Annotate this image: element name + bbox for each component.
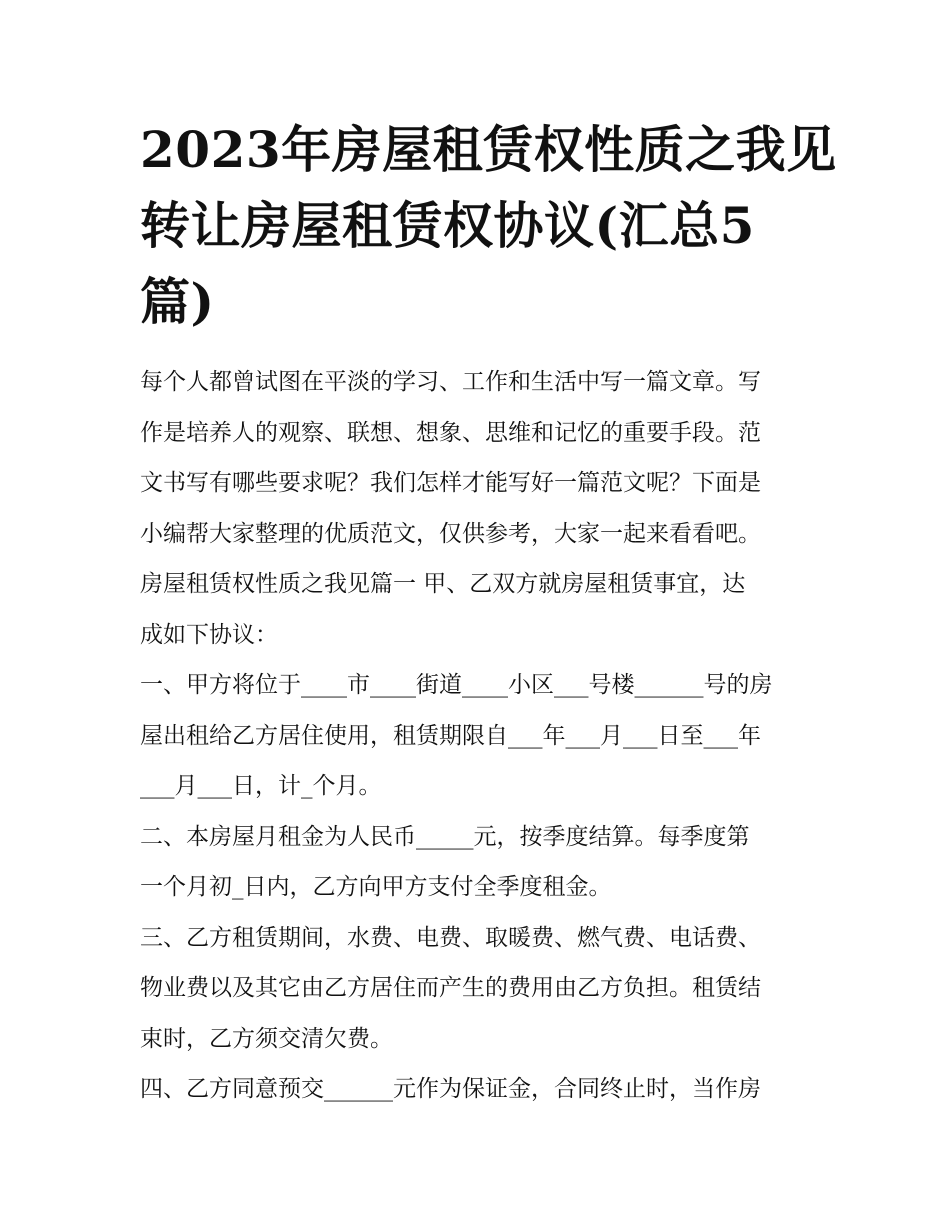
title-line-2: 转让房屋租赁权协议(汇总5 bbox=[140, 196, 755, 255]
body-line: 房屋租赁权性质之我见篇一 甲、乙双方就房屋租赁事宜，达 bbox=[140, 571, 746, 597]
body-line: ___月___日，计_个月。 bbox=[140, 773, 382, 799]
title-line-3: 篇) bbox=[140, 272, 215, 331]
body-line: 屋出租给乙方居住使用，租赁期限自___年___月___日至___年 bbox=[140, 722, 761, 749]
body-line: 每个人都曾试图在平淡的学习、工作和生活中写一篇文章。写 bbox=[140, 369, 761, 395]
document-title bbox=[140, 112, 837, 340]
body-line: 束时，乙方须交清欠费。 bbox=[140, 1025, 393, 1052]
body-line: 成如下协议： bbox=[140, 621, 278, 648]
body-line: 小编帮大家整理的优质范文，仅供参考，大家一起来看看吧。 bbox=[140, 520, 761, 547]
document-body bbox=[140, 357, 830, 1115]
body-line: 一个月初_日内，乙方向甲方支付全季度租金。 bbox=[140, 874, 612, 900]
body-line: 二、本房屋月租金为人民币_____元，按季度结算。每季度第 bbox=[140, 823, 750, 850]
body-line: 一、甲方将位于____市____街道____小区___号楼______号的房 bbox=[140, 672, 773, 698]
body-line: 作是培养人的观察、联想、想象、思维和记忆的重要手段。范 bbox=[140, 419, 761, 446]
title-line-1: 2023年房屋租赁权性质之我见 bbox=[140, 120, 837, 179]
body-line: 四、乙方同意预交______元作为保证金，合同终止时，当作房 bbox=[140, 1076, 761, 1102]
body-line: 文书写有哪些要求呢？我们怎样才能写好一篇范文呢？下面是 bbox=[140, 470, 761, 496]
body-line: 物业费以及其它由乙方居住而产生的费用由乙方负担。租赁结 bbox=[140, 975, 761, 1001]
body-line: 三、乙方租赁期间，水费、电费、取暖费、燃气费、电话费、 bbox=[140, 924, 761, 951]
